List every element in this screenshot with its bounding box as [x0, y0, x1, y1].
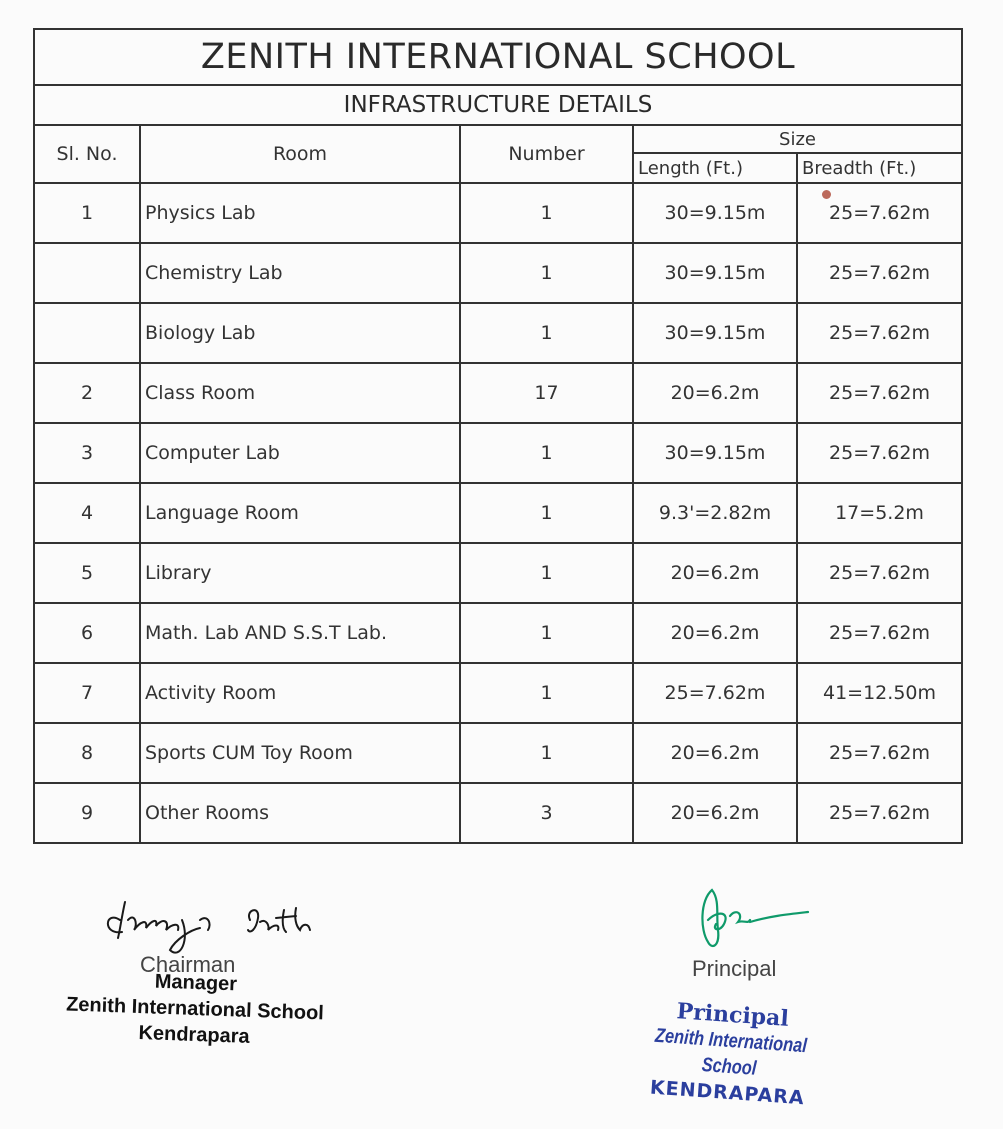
table-row	[35, 303, 961, 363]
header-sl-no: Sl. No.	[35, 126, 140, 183]
header-number: Number	[460, 126, 633, 183]
cell-sl-no: 1	[35, 183, 140, 243]
cell-number: 1	[460, 243, 633, 303]
cell-room: Class Room	[140, 363, 460, 423]
cell-breadth: 25=7.62m	[797, 363, 961, 423]
cell-length: 30=9.15m	[633, 183, 797, 243]
manager-stamp-line: Zenith International School	[65, 993, 325, 1025]
cell-room: Computer Lab	[140, 423, 460, 483]
cell-room: Library	[140, 543, 460, 603]
header-length: Length (Ft.)	[633, 153, 797, 183]
cell-breadth: 25=7.62m	[797, 423, 961, 483]
principal-stamp-line: KENDRAPARA	[649, 1076, 806, 1110]
cell-number: 1	[460, 543, 633, 603]
table-row	[35, 243, 961, 303]
cell-sl-no: 3	[35, 423, 140, 483]
principal-stamp-line: Principal	[675, 998, 790, 1032]
cell-length: 30=9.15m	[633, 303, 797, 363]
table-row	[35, 783, 961, 843]
table-row	[35, 423, 961, 483]
cell-number: 1	[460, 303, 633, 363]
infrastructure-table	[35, 126, 961, 844]
cell-room: Other Rooms	[140, 783, 460, 843]
table-row	[35, 663, 961, 723]
ink-stain	[822, 190, 831, 199]
cell-room: Biology Lab	[140, 303, 460, 363]
principal-label: Principal	[692, 956, 777, 981]
cell-sl-no: 8	[35, 723, 140, 783]
manager-stamp-line: Kendrapara	[138, 1022, 251, 1048]
cell-length: 9.3'=2.82m	[633, 483, 797, 543]
school-title: ZENITH INTERNATIONAL SCHOOL	[35, 30, 961, 86]
cell-breadth: 25=7.62m	[797, 543, 961, 603]
infrastructure-sheet	[33, 28, 963, 844]
cell-sl-no: 5	[35, 543, 140, 603]
cell-room: Physics Lab	[140, 183, 460, 243]
principal-stamp-line: Zenith International School	[654, 1024, 808, 1080]
table-row	[35, 363, 961, 423]
table-row	[35, 483, 961, 543]
principal-stamp	[607, 994, 854, 1114]
chairman-signature-icon	[100, 890, 360, 960]
header-room: Room	[140, 126, 460, 183]
cell-sl-no: 7	[35, 663, 140, 723]
cell-breadth: 25=7.62m	[797, 603, 961, 663]
principal-signature-block	[600, 880, 860, 1110]
cell-length: 20=6.2m	[633, 723, 797, 783]
cell-breadth: 25=7.62m	[797, 783, 961, 843]
cell-breadth: 25=7.62m	[797, 243, 961, 303]
cell-length: 25=7.62m	[633, 663, 797, 723]
cell-number: 1	[460, 483, 633, 543]
cell-sl-no: 6	[35, 603, 140, 663]
cell-number: 1	[460, 723, 633, 783]
cell-number: 1	[460, 423, 633, 483]
cell-sl-no	[35, 243, 140, 303]
cell-room: Language Room	[140, 483, 460, 543]
table-row	[35, 603, 961, 663]
cell-length: 20=6.2m	[633, 543, 797, 603]
cell-breadth: 25=7.62m	[797, 723, 961, 783]
cell-number: 3	[460, 783, 633, 843]
cell-number: 1	[460, 603, 633, 663]
manager-stamp-line: Manager	[154, 970, 238, 996]
cell-length: 30=9.15m	[633, 423, 797, 483]
cell-length: 20=6.2m	[633, 603, 797, 663]
cell-number: 1	[460, 663, 633, 723]
document-subtitle: INFRASTRUCTURE DETAILS	[35, 86, 961, 126]
cell-room: Activity Room	[140, 663, 460, 723]
header-breadth: Breadth (Ft.)	[797, 153, 961, 183]
table-row	[35, 543, 961, 603]
cell-length: 20=6.2m	[633, 783, 797, 843]
cell-length: 30=9.15m	[633, 243, 797, 303]
cell-room: Math. Lab AND S.S.T Lab.	[140, 603, 460, 663]
cell-sl-no: 9	[35, 783, 140, 843]
chairman-label: Chairman	[140, 952, 236, 977]
cell-number: 17	[460, 363, 633, 423]
cell-sl-no: 4	[35, 483, 140, 543]
cell-breadth: 41=12.50m	[797, 663, 961, 723]
principal-signature-icon	[690, 880, 820, 960]
cell-sl-no	[35, 303, 140, 363]
cell-breadth: 25=7.62m	[797, 183, 961, 243]
cell-breadth: 17=5.2m	[797, 483, 961, 543]
chairman-signature-block	[40, 890, 380, 1050]
manager-stamp	[39, 965, 352, 1054]
cell-room: Chemistry Lab	[140, 243, 460, 303]
table-row	[35, 723, 961, 783]
cell-room: Sports CUM Toy Room	[140, 723, 460, 783]
cell-breadth: 25=7.62m	[797, 303, 961, 363]
header-size: Size	[633, 126, 961, 153]
cell-sl-no: 2	[35, 363, 140, 423]
cell-number: 1	[460, 183, 633, 243]
cell-length: 20=6.2m	[633, 363, 797, 423]
table-body	[35, 183, 961, 843]
